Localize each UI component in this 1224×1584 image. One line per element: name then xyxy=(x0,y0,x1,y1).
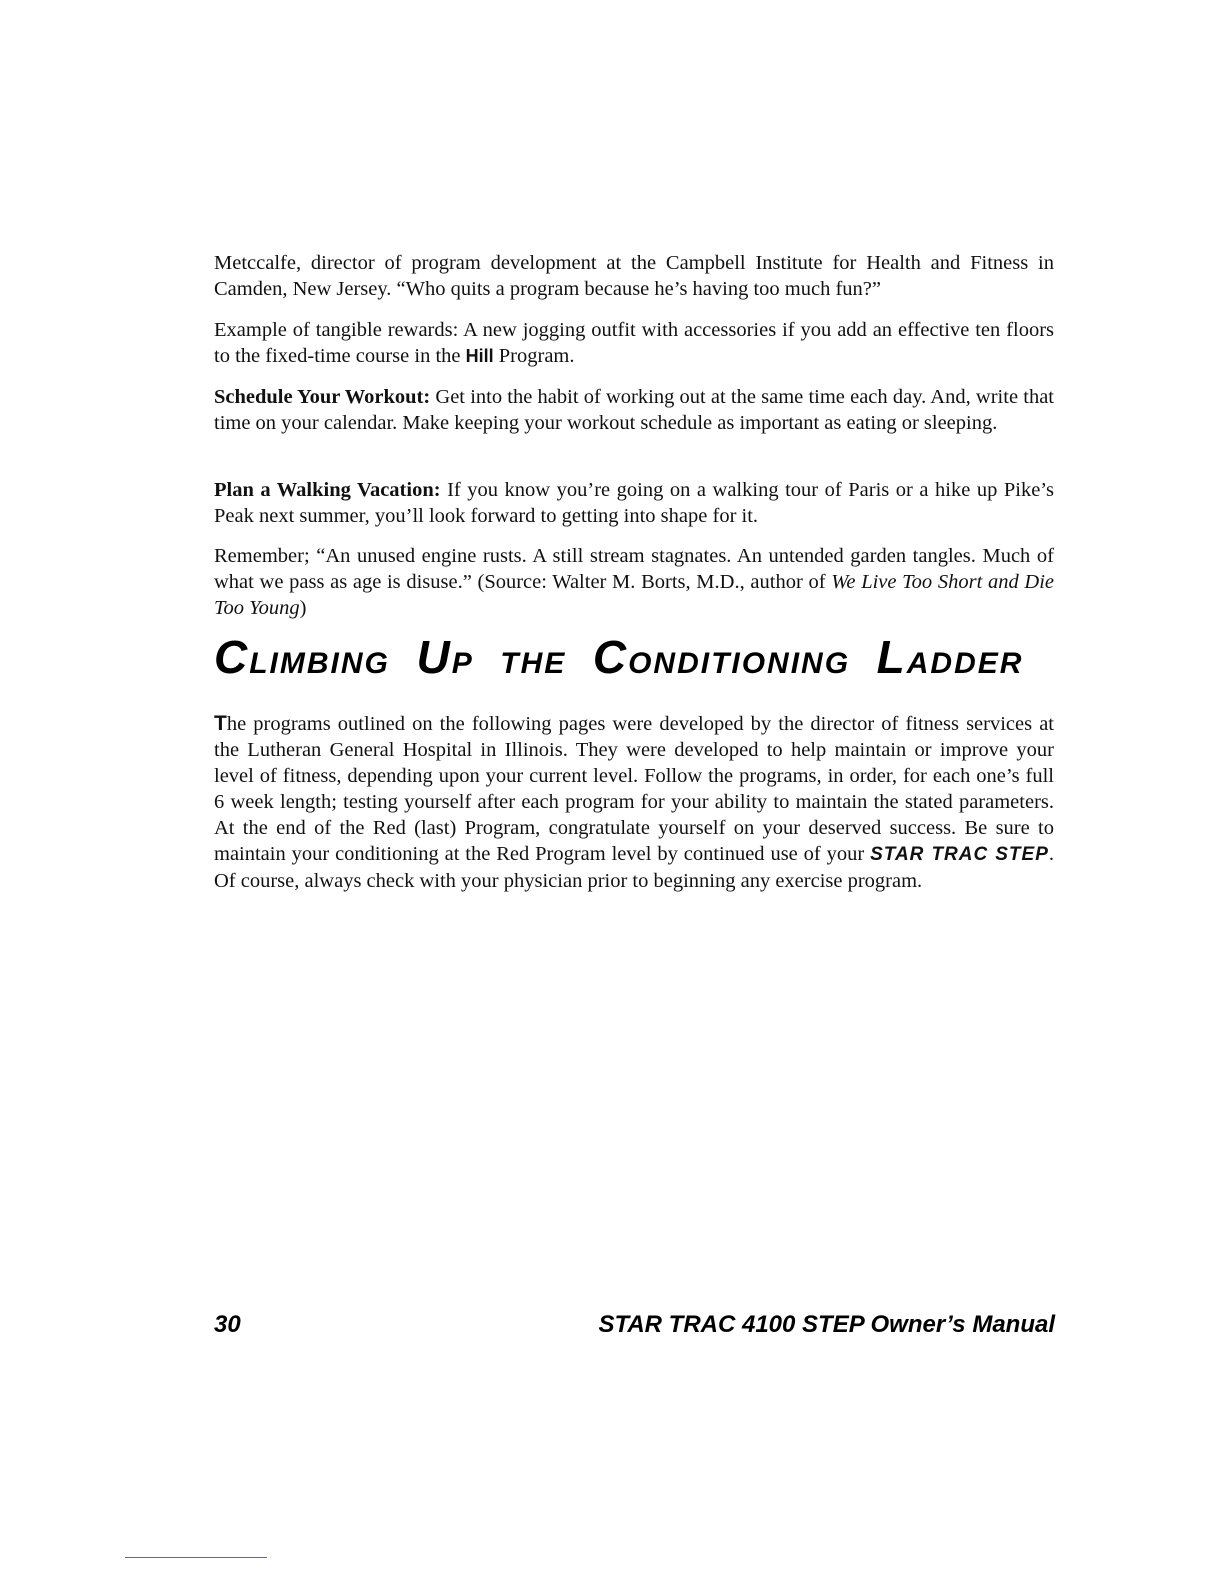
paragraph-lead-heading: Plan a Walking Vacation: xyxy=(214,479,441,501)
page-number: 30 xyxy=(214,1311,241,1338)
heading-initial: C xyxy=(214,631,250,683)
paragraph-walking-vacation xyxy=(214,477,1054,529)
paragraph-lead-heading: Schedule Your Workout: xyxy=(214,386,431,408)
heading-rest: THE xyxy=(500,647,567,680)
heading-initial: U xyxy=(416,631,452,683)
paragraph-text: If you know you’re going on a walking tour of Paris or a hike up Pike’s Peak next summer, you’ll look forward to getting into shape for it. xyxy=(214,479,1054,527)
heading-rest: ADDER xyxy=(906,647,1024,680)
paragraph-programs-intro xyxy=(214,711,1054,894)
paragraph-remember-quote xyxy=(214,543,1054,621)
program-name-hill: Hill xyxy=(465,346,494,366)
paragraph-text: Example of tangible rewards: A new jogging outfit with accessories if you add an effective ten floors to the fixed-time course in the xyxy=(214,319,1054,367)
section-heading xyxy=(214,632,1054,689)
paragraph-text: Metccalfe, director of program development at the Campbell Institute for Health and Fitness in Camden, New Jersey. “Who quits a program because he’s having too much fun?” xyxy=(214,252,1054,300)
heading-initial: C xyxy=(592,631,629,683)
paragraph-metccalfe-quote xyxy=(214,250,1054,302)
paragraph-text-end: Program. xyxy=(493,345,575,367)
heading-initial: L xyxy=(876,631,907,683)
heading-word xyxy=(214,632,390,689)
paragraph-text: he programs outlined on the following pages were developed by the director of fitness services at the Lutheran General Hospital in Illinois. They were developed to help maintain or improve your level of fitness, depending upon your current level. Follow the programs, in order, for each one’s full 6 week length; testing yourself after each program for your ability to maintain the stated parameters. At the end of the Red (last) Program, congratulate yourself on your deserved success. Be sure to maintain your conditioning at the Red Program level by continued use of your xyxy=(214,713,1054,865)
heading-rest: P xyxy=(451,647,474,680)
manual-title-footer: STAR TRAC 4100 STEP Owner’s Manual xyxy=(598,1311,1055,1338)
heading-rest: ONDITIONING xyxy=(628,647,851,680)
heading-word xyxy=(593,632,850,689)
bottom-divider xyxy=(125,1557,267,1558)
heading-word xyxy=(500,636,566,689)
paragraph-text-end: . Of course, always check with your physician prior to beginning any exercise program. xyxy=(214,843,1055,892)
heading-rest: LIMBING xyxy=(249,647,390,680)
heading-word xyxy=(877,632,1024,689)
book-title: We Live Too Short and Die Too Young xyxy=(214,571,1054,619)
paragraph-text-end: ) xyxy=(299,597,307,619)
heading-word xyxy=(416,632,473,689)
paragraph-tangible-rewards xyxy=(214,317,1054,369)
paragraph-initial: T xyxy=(214,712,227,735)
paragraph-text: Remember; “An unused engine rusts. A still stream stagnates. An untended garden tangles. Much of what we pass as age is disuse.” (Source: Walter M. Borts, M.D., author of xyxy=(214,545,1054,593)
paragraph-schedule-workout xyxy=(214,384,1054,436)
brand-name: STAR TRAC STEP xyxy=(870,844,1049,865)
paragraph-text: Get into the habit of working out at the same time each day. And, write that time on your calendar. Make keeping your workout schedule as important as eating or sleeping. xyxy=(214,386,1054,434)
